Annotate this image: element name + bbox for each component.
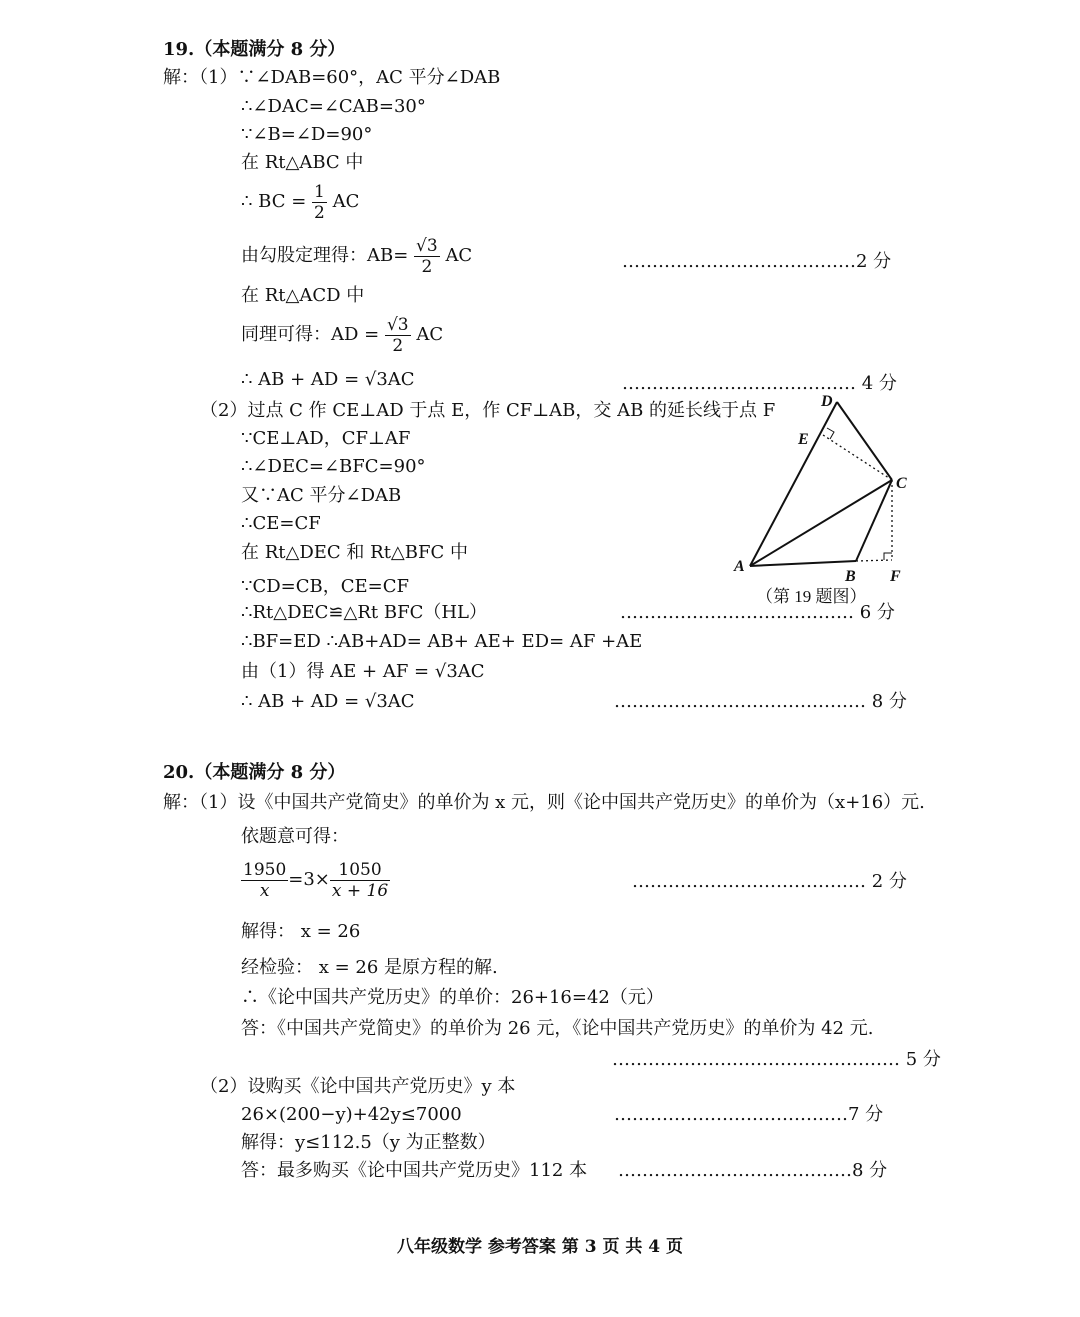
q19-line-7: 在 Rt△ACD 中 xyxy=(241,285,365,306)
q20-score-2: ………………………………… 2 分 xyxy=(632,871,907,892)
q20-fraction-1050 xyxy=(330,860,390,901)
q19-part2-line-9: ∴BF=ED ∴AB+AD= AB+ AE+ ED= AF +AE xyxy=(241,631,643,652)
q20-line-7: 答：《中国共产党简史》的单价为 26 元，《论中国共产党历史》的单价为 42 元. xyxy=(241,1018,874,1039)
q19-score-2: …………………………………2 分 xyxy=(622,251,892,272)
q20-part2-line-1: （2）设购买《论中国共产党历史》y 本 xyxy=(200,1076,516,1097)
q19-line-6 xyxy=(241,234,472,278)
q20-line-6: ∴《论中国共产党历史》的单价：26+16=42（元） xyxy=(241,987,664,1008)
label-f: F xyxy=(890,568,901,585)
q20-part2-line-4: 答：最多购买《论中国共产党历史》112 本 xyxy=(241,1160,588,1181)
q19-part2-line-10: 由（1）得 AE + AF = √3AC xyxy=(241,661,485,682)
fraction-denominator: 2 xyxy=(314,202,325,223)
q20-score-7: …………………………………7 分 xyxy=(614,1104,884,1125)
label-e: E xyxy=(798,431,809,448)
fraction-numerator: 1950 xyxy=(243,859,287,880)
q20-score-5: ………………………………………… 5 分 xyxy=(612,1049,941,1070)
segment-ac xyxy=(750,480,892,566)
fraction-denominator: 2 xyxy=(392,335,404,356)
q19-ac-label: AC xyxy=(416,324,444,345)
label-d: D xyxy=(821,393,833,410)
q20-part2-line-3: 解得：y≤112.5（y 为正整数） xyxy=(241,1132,496,1153)
right-angle-mark-f xyxy=(884,553,892,560)
q19-line-3: ∵∠B=∠D=90° xyxy=(241,124,373,145)
segment-cb xyxy=(856,480,892,561)
q19-part2-line-3: ∴∠DEC=∠BFC=90° xyxy=(241,456,426,477)
q19-ac-label: AC xyxy=(332,191,360,212)
q19-similarly-label: 同理可得：AD = xyxy=(241,324,380,345)
label-c: C xyxy=(896,475,907,492)
q19-pythagoras-label: 由勾股定理得：AB= xyxy=(241,245,409,266)
q19-score-6: ………………………………… 6 分 xyxy=(620,602,895,623)
q20-line-4: 解得： x = 26 xyxy=(241,921,361,942)
segment-ab xyxy=(750,561,856,566)
q20-score-8: …………………………………8 分 xyxy=(618,1160,888,1181)
fraction-numerator: 1 xyxy=(314,181,325,202)
q19-sqrt3-half-fraction-2 xyxy=(385,315,411,356)
q20-line-1: 解：（1）设《中国共产党简史》的单价为 x 元，则《论中国共产党历史》的单价为（x+16）元. xyxy=(163,792,925,813)
q19-line-9: ∴ AB + AD = √3AC xyxy=(241,369,415,390)
q19-line-5 xyxy=(241,180,359,224)
segment-ce-dotted xyxy=(823,435,892,480)
q20-line-2: 依题意可得： xyxy=(241,826,349,847)
q20-equation xyxy=(241,858,390,902)
label-b: B xyxy=(845,568,856,585)
q20-header: 20.（本题满分 8 分） xyxy=(163,762,346,783)
q19-header: 19.（本题满分 8 分） xyxy=(163,39,346,60)
q19-part2-line-7: ∵CD=CB，CE=CF xyxy=(241,576,409,597)
q19-part2-line-1: （2）过点 C 作 CE⊥AD 于点 E，作 CF⊥AB，交 AB 的延长线于点 F xyxy=(200,400,776,421)
q19-line-2: ∴∠DAC=∠CAB=30° xyxy=(241,96,426,117)
q19-line-8 xyxy=(241,313,443,357)
right-angle-mark-e xyxy=(827,428,834,439)
page-footer: 八年级数学 参考答案 第 3 页 共 4 页 xyxy=(396,1237,684,1257)
q19-part2-line-6: 在 Rt△DEC 和 Rt△BFC 中 xyxy=(241,542,468,563)
q20-equals-three-times: =3× xyxy=(288,869,330,890)
q19-score-4: ………………………………… 4 分 xyxy=(622,373,897,394)
segment-dc xyxy=(837,402,892,480)
fraction-denominator: x xyxy=(259,880,270,901)
q20-fraction-1950 xyxy=(241,860,288,901)
q19-line-1: 解：（1）∵∠DAB=60°，AC 平分∠DAB xyxy=(163,67,501,88)
q19-half-fraction xyxy=(312,182,327,223)
q19-part2-line-8: ∴Rt△DEC≌△Rt BFC（HL） xyxy=(241,602,487,623)
segment-bf-dotted xyxy=(856,560,892,561)
q19-ac-label: AC xyxy=(445,245,473,266)
segment-ad xyxy=(750,402,837,566)
q20-part2-line-2: 26×(200−y)+42y≤7000 xyxy=(241,1104,462,1125)
fraction-numerator: √3 xyxy=(386,314,409,335)
label-a: A xyxy=(734,558,745,575)
fraction-denominator: x + 16 xyxy=(331,880,389,901)
q19-bc-label: ∴ BC = xyxy=(241,191,307,212)
q19-line-4: 在 Rt△ABC 中 xyxy=(241,152,364,173)
q19-part2-line-5: ∴CE=CF xyxy=(241,513,321,534)
q19-part2-line-11: ∴ AB + AD = √3AC xyxy=(241,691,415,712)
fraction-denominator: 2 xyxy=(421,256,433,277)
q19-sqrt3-half-fraction xyxy=(414,236,440,277)
q19-geometry-figure xyxy=(720,385,930,615)
q20-line-5: 经检验： x = 26 是原方程的解. xyxy=(241,957,498,978)
fraction-numerator: 1050 xyxy=(330,860,390,881)
q19-score-8: …………………………………… 8 分 xyxy=(614,691,907,712)
figure-caption: （第 19 题图） xyxy=(756,587,867,606)
q19-part2-line-2: ∵CE⊥AD，CF⊥AF xyxy=(241,428,411,449)
q19-part2-line-4: 又∵AC 平分∠DAB xyxy=(241,485,402,506)
fraction-numerator: √3 xyxy=(416,235,438,256)
